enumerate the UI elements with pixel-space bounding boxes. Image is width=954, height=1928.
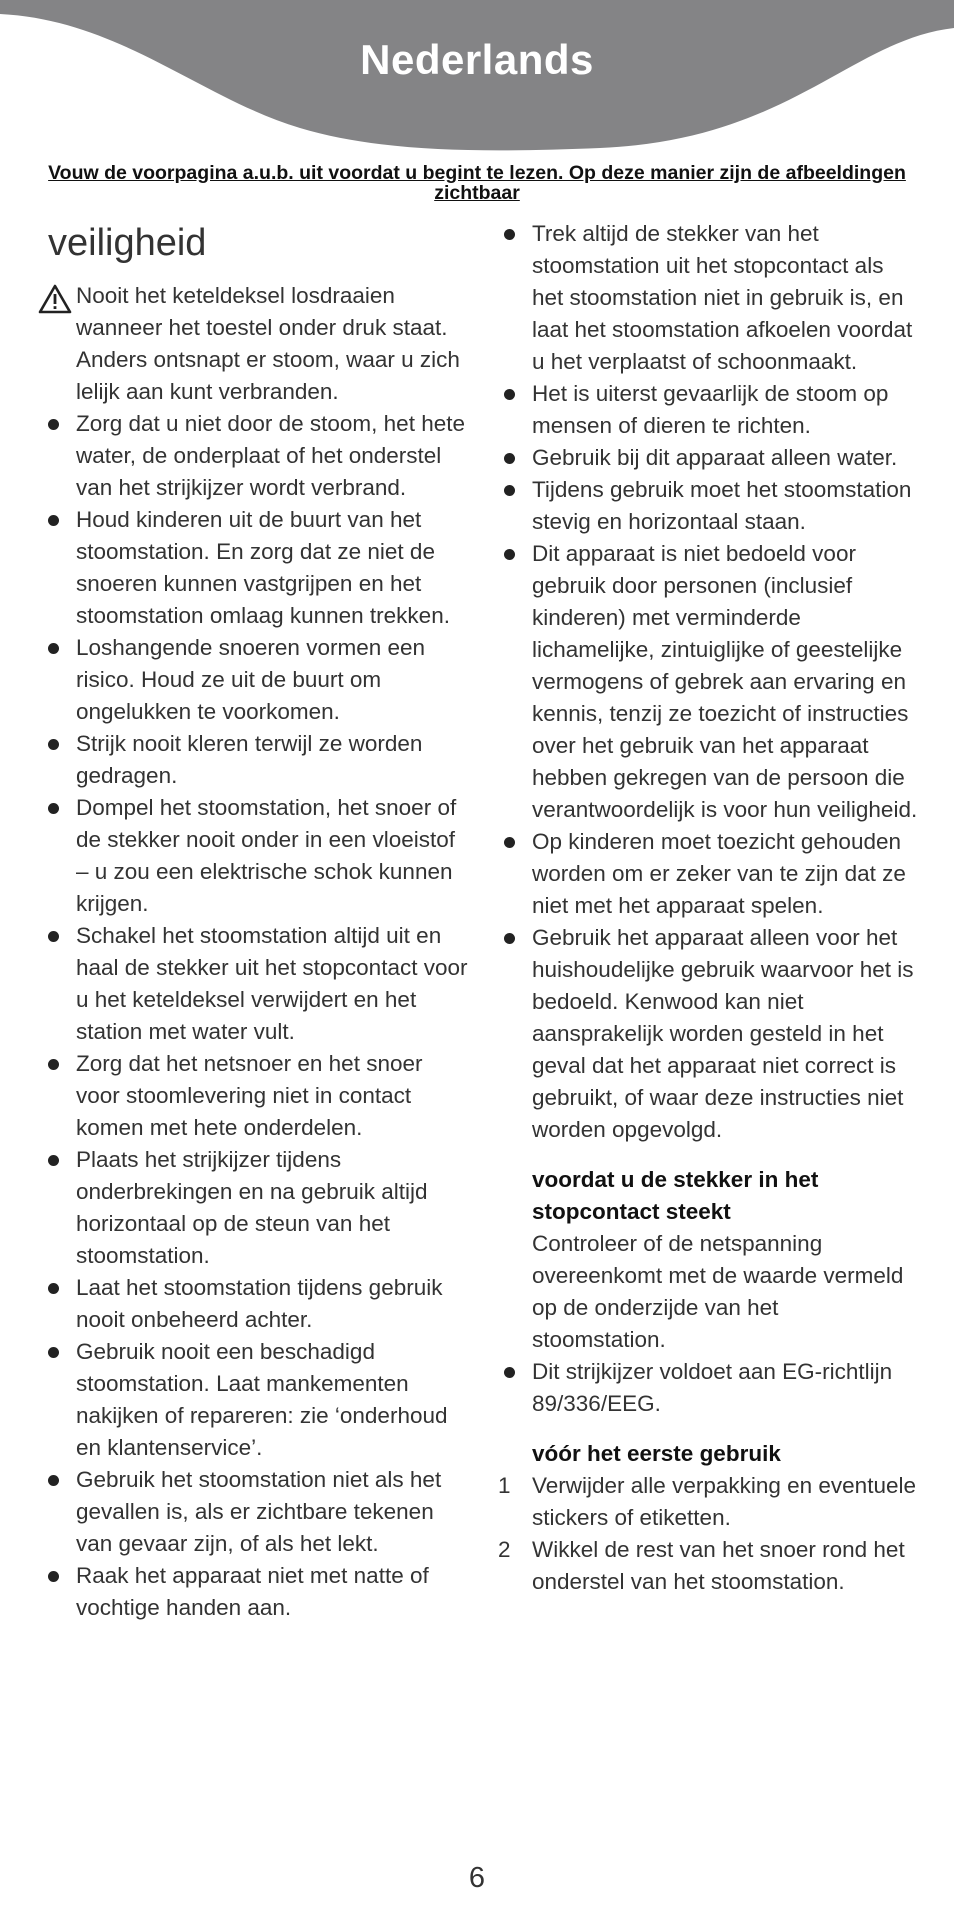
list-item: [38, 632, 470, 728]
list-item-text: Dit apparaat is niet bedoeld voor gebruik door personen (inclusief kinderen) met verminderde lichamelijke, zintuiglijke of geestelijke vermogens of gebrek aan ervaring en kennis, tenzij ze toezicht of instructies over het gebruik van het apparaat hebben gekregen van de persoon die verantwoordelijk is voor hun veiligheid.: [532, 541, 918, 822]
list-item: [494, 474, 918, 538]
left-column: [38, 218, 470, 1624]
warning-text: Nooit het keteldeksel losdraaien wanneer het toestel onder druk staat. Anders ontsnapt er stoom, waar u zich lelijk aan kunt verbranden.: [76, 283, 460, 404]
bullet-dot: [48, 1571, 59, 1582]
list-item-text: Raak het apparaat niet met natte of vochtige handen aan.: [76, 1563, 429, 1620]
left-bullet-list: [38, 408, 470, 1624]
list-item-text: Strijk nooit kleren terwijl ze worden gedragen.: [76, 731, 423, 788]
heading-first-use: vóór het eerste gebruik: [532, 1441, 781, 1466]
step-number: 1: [498, 1473, 511, 1498]
warning-triangle-icon: [38, 284, 72, 314]
bullet-dot: [504, 1367, 515, 1378]
step-item: [494, 1534, 918, 1598]
step-number: 2: [498, 1537, 511, 1562]
bullet-dot: [48, 1347, 59, 1358]
list-item-text: Op kinderen moet toezicht gehouden worden om er zeker van te zijn dat ze niet met het apparaat spelen.: [532, 829, 906, 918]
list-item: [494, 218, 918, 378]
list-item-text: Dompel het stoomstation, het snoer of de stekker nooit onder in een vloeistof – u zou een elektrische schok kunnen krijgen.: [76, 795, 457, 916]
section-title-safety: veiligheid: [48, 222, 207, 264]
list-item-text: Tijdens gebruik moet het stoomstation stevig en horizontaal staan.: [532, 477, 912, 534]
list-item: [494, 922, 918, 1146]
step-item: [494, 1470, 918, 1534]
list-item: [38, 1560, 470, 1624]
page-language-title: Nederlands: [360, 36, 594, 83]
list-item: [38, 1272, 470, 1336]
step-text: Verwijder alle verpakking en eventuele stickers of etiketten.: [532, 1473, 916, 1530]
right-bullet-list: [494, 218, 918, 1146]
bullet-dot: [504, 837, 515, 848]
list-item: [38, 920, 470, 1048]
bullet-dot: [504, 389, 515, 400]
list-item-text: Het is uiterst gevaarlijk de stoom op mensen of dieren te richten.: [532, 381, 889, 438]
bullet-dot: [504, 549, 515, 560]
step-text: Wikkel de rest van het snoer rond het onderstel van het stoomstation.: [532, 1537, 905, 1594]
bullet-dot: [48, 1059, 59, 1070]
bullet-dot: [504, 453, 515, 464]
bullet-dot: [504, 229, 515, 240]
list-item-text: Trek altijd de stekker van het stoomstation uit het stopcontact als het stoomstation niet in gebruik is, en laat het stoomstation afkoelen voordat u het verplaatst of schoonmaakt.: [532, 221, 913, 374]
page-number: 6: [468, 1862, 486, 1894]
list-item-text: Houd kinderen uit de buurt van het stoomstation. En zorg dat ze niet de snoeren kunnen vastgrijpen en het stoomstation omlaag kunnen trekken.: [76, 507, 450, 628]
list-item: [494, 378, 918, 442]
list-item: [38, 1048, 470, 1144]
bullet-dot: [48, 803, 59, 814]
bullet-dot: [48, 515, 59, 526]
list-item: [38, 792, 470, 920]
list-item-text: Zorg dat u niet door de stoom, het hete water, de onderplaat of het onderstel van het strijkijzer wordt verbrand.: [76, 411, 465, 500]
list-item: [38, 1144, 470, 1272]
list-item: [38, 1464, 470, 1560]
bullet-dot: [48, 931, 59, 942]
heading-before-plugging: voordat u de stekker in het stopcontact steekt: [532, 1167, 819, 1224]
bullet-dot: [504, 485, 515, 496]
list-item: [38, 728, 470, 792]
list-item: [494, 1356, 918, 1420]
list-item-text: Laat het stoomstation tijdens gebruik nooit onbeheerd achter.: [76, 1275, 443, 1332]
right-column: [494, 218, 918, 1598]
bullet-dot: [48, 419, 59, 430]
list-item-text: Schakel het stoomstation altijd uit en haal de stekker uit het stopcontact voor u het keteldeksel verwijdert en het station met water vult.: [76, 923, 468, 1044]
list-item-text: Loshangende snoeren vormen een risico. Houd ze uit de buurt om ongelukken te voorkomen.: [76, 635, 426, 724]
list-item: [494, 826, 918, 922]
list-item: [494, 538, 918, 826]
list-item: [38, 408, 470, 504]
list-item-text: Zorg dat het netsnoer en het snoer voor stoomlevering niet in contact komen met hete onderdelen.: [76, 1051, 423, 1140]
voltage-check-text: Controleer of de netspanning overeenkomt met de waarde vermeld op de onderzijde van het stoomstation.: [532, 1231, 904, 1352]
unfold-notice: Vouw de voorpagina a.u.b. uit voordat u begint te lezen. Op deze manier zijn de afbeeldingen zichtbaar: [48, 162, 906, 204]
bullet-dot: [504, 933, 515, 944]
list-item-text: Gebruik het apparaat alleen voor het huishoudelijke gebruik waarvoor het is bedoeld. Kenwood kan niet aansprakelijk worden gesteld in het geval dat het apparaat niet correct is gebruikt, of waar deze instructies niet worden opgevolgd.: [532, 925, 914, 1142]
list-item: [38, 504, 470, 632]
bullet-dot: [48, 1475, 59, 1486]
bullet-dot: [48, 1155, 59, 1166]
bullet-dot: [48, 1283, 59, 1294]
directive-text: Dit strijkijzer voldoet aan EG-richtlijn 89/336/EEG.: [532, 1359, 893, 1416]
bullet-dot: [48, 643, 59, 654]
list-item-text: Gebruik bij dit apparaat alleen water.: [532, 445, 898, 470]
warning-item: [38, 280, 470, 408]
list-item: [494, 442, 918, 474]
list-item: [38, 1336, 470, 1464]
bullet-dot: [48, 739, 59, 750]
list-item-text: Gebruik nooit een beschadigd stoomstation. Laat mankementen nakijken of repareren: zie ‘onderhoud en klantenservice’.: [76, 1339, 448, 1460]
list-item-text: Plaats het strijkijzer tijdens onderbrekingen en na gebruik altijd horizontaal op de steun van het stoomstation.: [76, 1147, 428, 1268]
list-item-text: Gebruik het stoomstation niet als het gevallen is, als er zichtbare tekenen van gevaar zijn, of als het lekt.: [76, 1467, 442, 1556]
